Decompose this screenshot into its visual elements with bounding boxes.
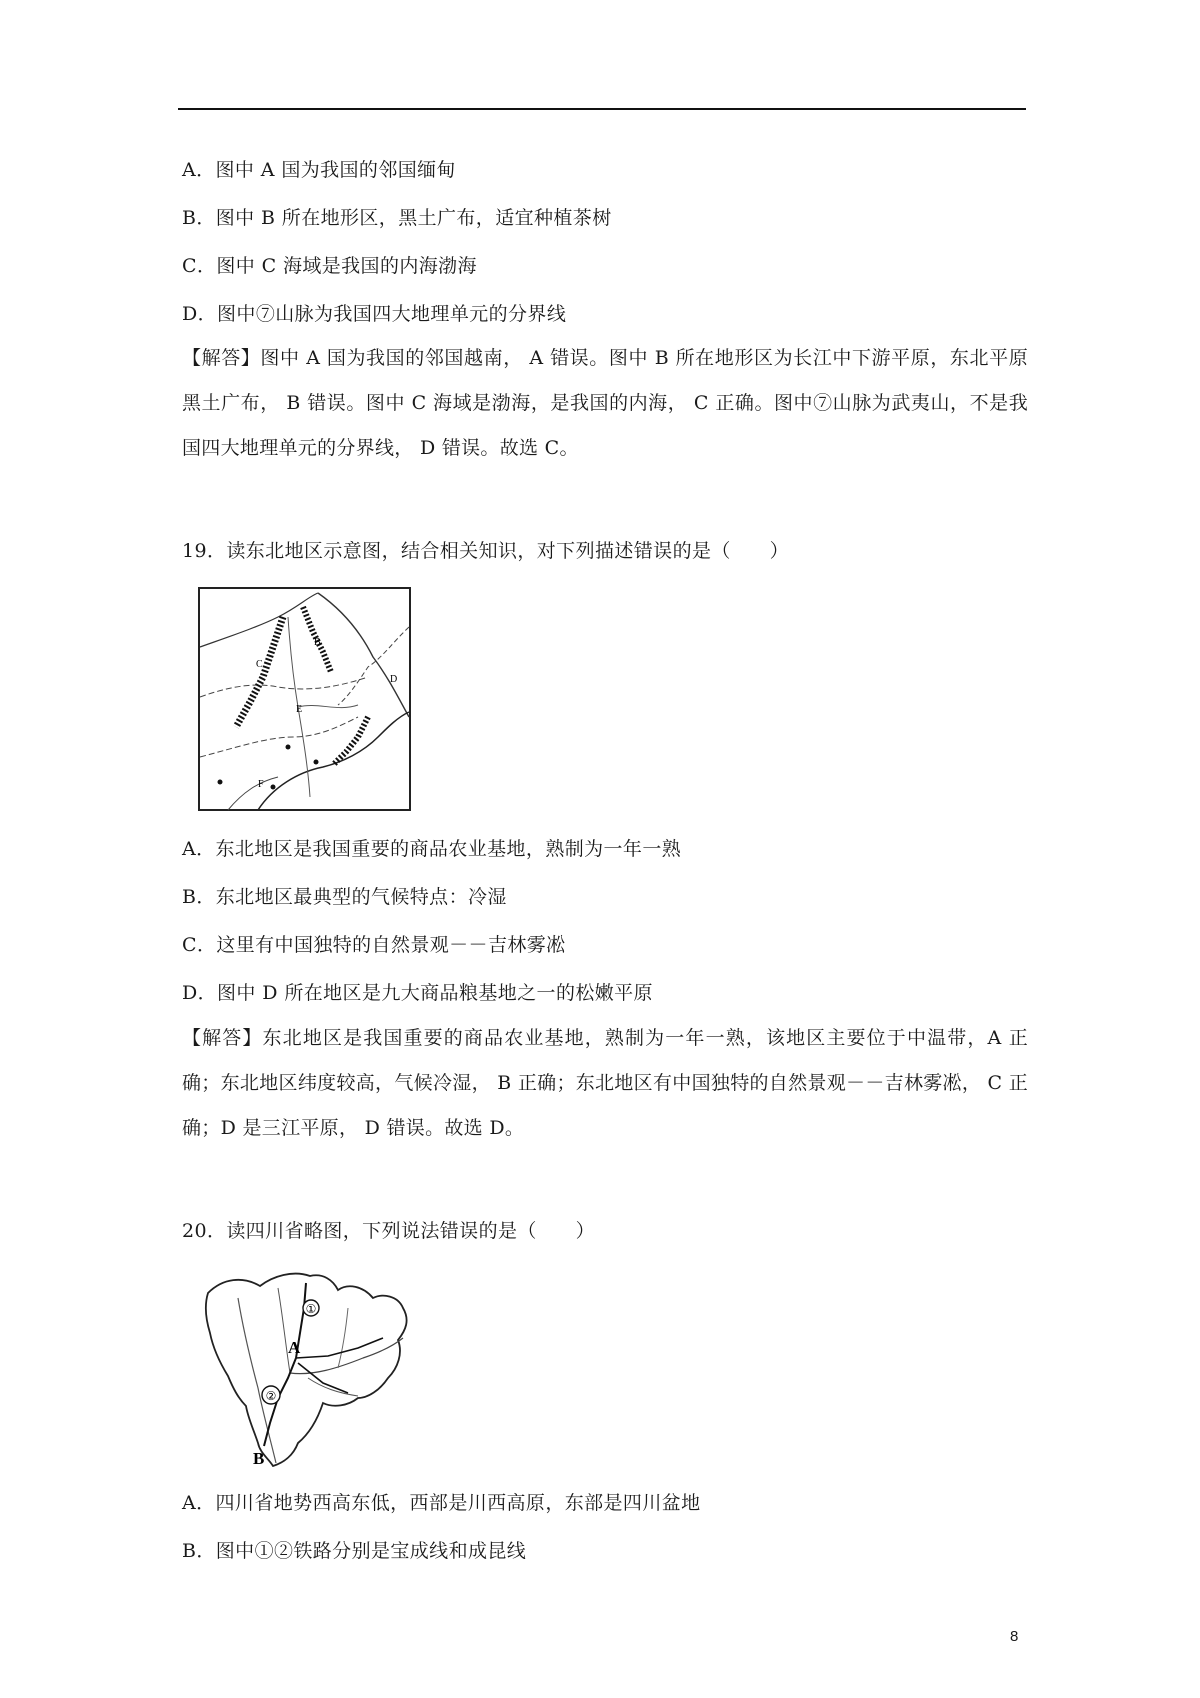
- map-label-b: B: [314, 637, 321, 648]
- q19-answer: 【解答】东北地区是我国重要的商品农业基地，熟制为一年一熟，该地区主要位于中温带，A 正确；东北地区纬度较高，气候冷湿， B 正确；东北地区有中国独特的自然景观－－吉林雾凇， C 正确；D 是三江平原， D 错误。故选 D。: [182, 1027, 1028, 1139]
- northeast-china-map: [198, 587, 412, 813]
- q20-option-a: A．四川省地势西高东低，西部是川西高原，东部是四川盆地: [182, 1492, 701, 1514]
- map-label-c: C: [256, 659, 263, 670]
- q19-option-d: D．图中 D 所在地区是九大商品粮基地之一的松嫩平原: [182, 982, 653, 1004]
- map-label-b: B: [253, 1449, 265, 1468]
- q20-option-b: B．图中①②铁路分别是宝成线和成昆线: [182, 1540, 527, 1562]
- map-label-railway-2: ②: [265, 1389, 277, 1403]
- map-label-a: A: [288, 1338, 301, 1357]
- map-label-f: F: [258, 779, 264, 790]
- q18-option-a: A．图中 A 国为我国的邻国缅甸: [182, 159, 456, 181]
- q19-option-a: A．东北地区是我国重要的商品农业基地，熟制为一年一熟: [182, 838, 682, 860]
- q20-stem: 20．读四川省略图，下列说法错误的是（ ）: [182, 1220, 595, 1242]
- map-label-e: E: [296, 704, 303, 715]
- page-number: 8: [1010, 1628, 1019, 1645]
- q19-option-c: C．这里有中国独特的自然景观－－吉林雾凇: [182, 934, 566, 956]
- q18-option-d: D．图中⑦山脉为我国四大地理单元的分界线: [182, 303, 567, 325]
- map-label-railway-1: ①: [305, 1302, 317, 1316]
- q19-stem: 19．读东北地区示意图，结合相关知识，对下列描述错误的是（ ）: [182, 540, 789, 562]
- map-label-d: D: [390, 674, 398, 685]
- q18-option-c: C．图中 C 海域是我国的内海渤海: [182, 255, 477, 277]
- header-rule: [178, 108, 1026, 110]
- q18-option-b: B．图中 B 所在地形区，黑土广布，适宜种植茶树: [182, 207, 612, 229]
- sichuan-province-map: [198, 1268, 424, 1468]
- q19-option-b: B．东北地区最典型的气候特点：冷湿: [182, 886, 507, 908]
- q18-answer: 【解答】图中 A 国为我国的邻国越南， A 错误。图中 B 所在地形区为长江中下游平原，东北平原黑土广布， B 错误。图中 C 海域是渤海，是我国的内海， C 正确。图中⑦山脉为武夷山，不是我国四大地理单元的分界线， D 错误。故选 C。: [182, 347, 1028, 459]
